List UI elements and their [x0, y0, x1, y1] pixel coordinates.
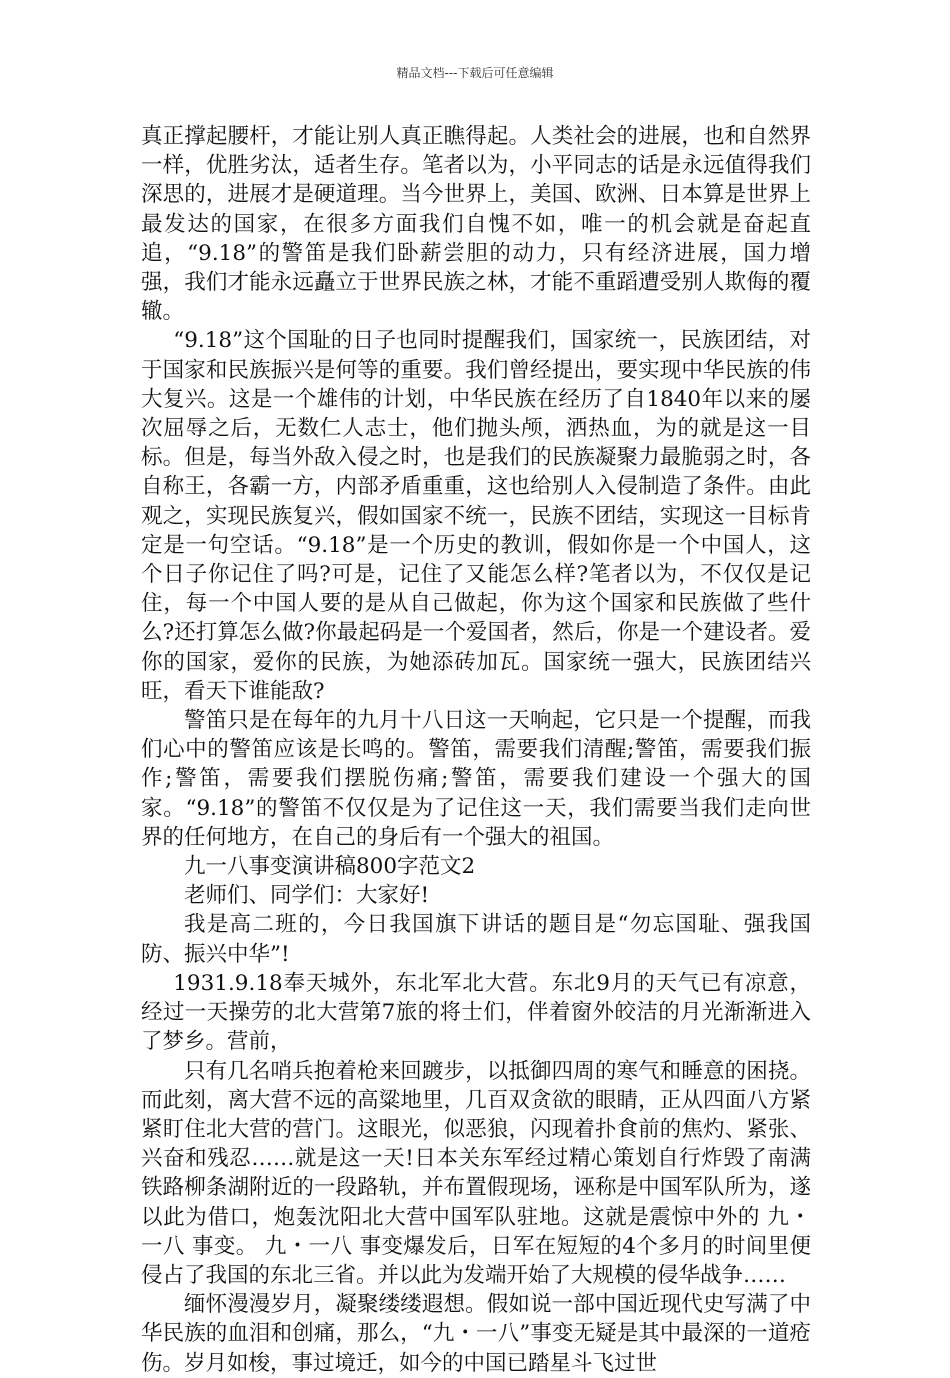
paragraph: 缅怀漫漫岁月，凝聚缕缕遐想。假如说一部中国近现代史写满了中华民族的血泪和创痛，那么，“九・一八”事变无疑是其中最深的一道疮伤。岁月如梭，事过境迁，如今的中国已踏星斗飞过世	[141, 1292, 811, 1376]
page-header: 精品文档---下载后可任意编辑	[396, 66, 554, 80]
paragraph: 1931.9.18奉天城外，东北军北大营。东北9月的天气已有凉意，经过一天操劳的北大营第7旅的将士们，伴着窗外皎洁的月光渐渐进入了梦乡。营前，	[141, 970, 811, 1055]
paragraph: 只有几名哨兵抱着枪来回踱步，以抵御四周的寒气和睡意的困挠。而此刻，离大营不远的高粱地里，几百双贪欲的眼睛，正从四面八方紧紧盯住北大营的营门。这眼光，似恶狼，闪现着扑食前的焦灼、紧张、兴奋和残忍……就是这一天!日本关东军经过精心策划自行炸毁了南满铁路柳条湖附近的一段路轨，并布置假现场，诬称是中国军队所为，遂以此为借口，炮轰沈阳北大营中国军队驻地。这就是震惊中外的 九・一八 事变。 九・一八 事变爆发后，日军在短短的4个多月的时间里便侵占了我国的东北三省。并以此为发端开始了大规模的侵华战争……	[141, 1058, 811, 1288]
paragraph: 警笛只是在每年的九月十八日这一天响起，它只是一个提醒，而我们心中的警笛应该是长鸣的。警笛，需要我们清醒;警笛，需要我们振作;警笛，需要我们摆脱伤痛;警笛，需要我们建设一个强大的国家。“9.18”的警笛不仅仅是为了记住这一天，我们需要当我们走向世界的任何地方，在自己的身后有一个强大的祖国。	[141, 708, 811, 850]
paragraph: 老师们、同学们：大家好!	[184, 883, 430, 909]
section-heading: 九一八事变演讲稿800字范文2	[184, 854, 476, 880]
paragraph: “9.18”这个国耻的日子也同时提醒我们，国家统一，民族团结，对于国家和民族振兴是何等的重要。我们曾经提出，要实现中华民族的伟大复兴。这是一个雄伟的计划，中华民族在经历了自1840年以来的屡次屈辱之后，无数仁人志士，他们抛头颅，洒热血，为的就是这一目标。但是，每当外敌入侵之时，也是我们的民族凝聚力最脆弱之时，各自称王，各霸一方，内部矛盾重重，这也给别人入侵制造了条件。由此观之，实现民族复兴，假如国家不统一，民族不团结，实现这一目标肯定是一句空话。“9.18”是一个历史的教训，假如你是一个中国人，这个日子你记住了吗?可是，记住了又能怎么样?笔者以为，不仅仅是记住，每一个中国人要的是从自己做起，你为这个国家和民族做了些什么?还打算怎么做?你最起码是一个爱国者，然后，你是一个建设者。爱你的国家，爱你的民族，为她添砖加瓦。国家统一强大，民族团结兴旺，看天下谁能敌?	[141, 328, 811, 704]
document-body	[141, 122, 811, 1378]
paragraph: 真正撑起腰杆，才能让别人真正瞧得起。人类社会的进展，也和自然界一样，优胜劣汰，适者生存。笔者以为，小平同志的话是永远值得我们深思的，进展才是硬道理。当今世界上，美国、欧洲、日本算是世界上最发达的国家，在很多方面我们自愧不如，唯一的机会就是奋起直追，“9.18”的警笛是我们卧薪尝胆的动力，只有经济进展，国力增强，我们才能永远矗立于世界民族之林，才能不重蹈遭受别人欺侮的覆辙。	[141, 124, 811, 325]
paragraph: 我是高二班的，今日我国旗下讲话的题目是“勿忘国耻、强我国防、振兴中华”!	[141, 912, 811, 967]
